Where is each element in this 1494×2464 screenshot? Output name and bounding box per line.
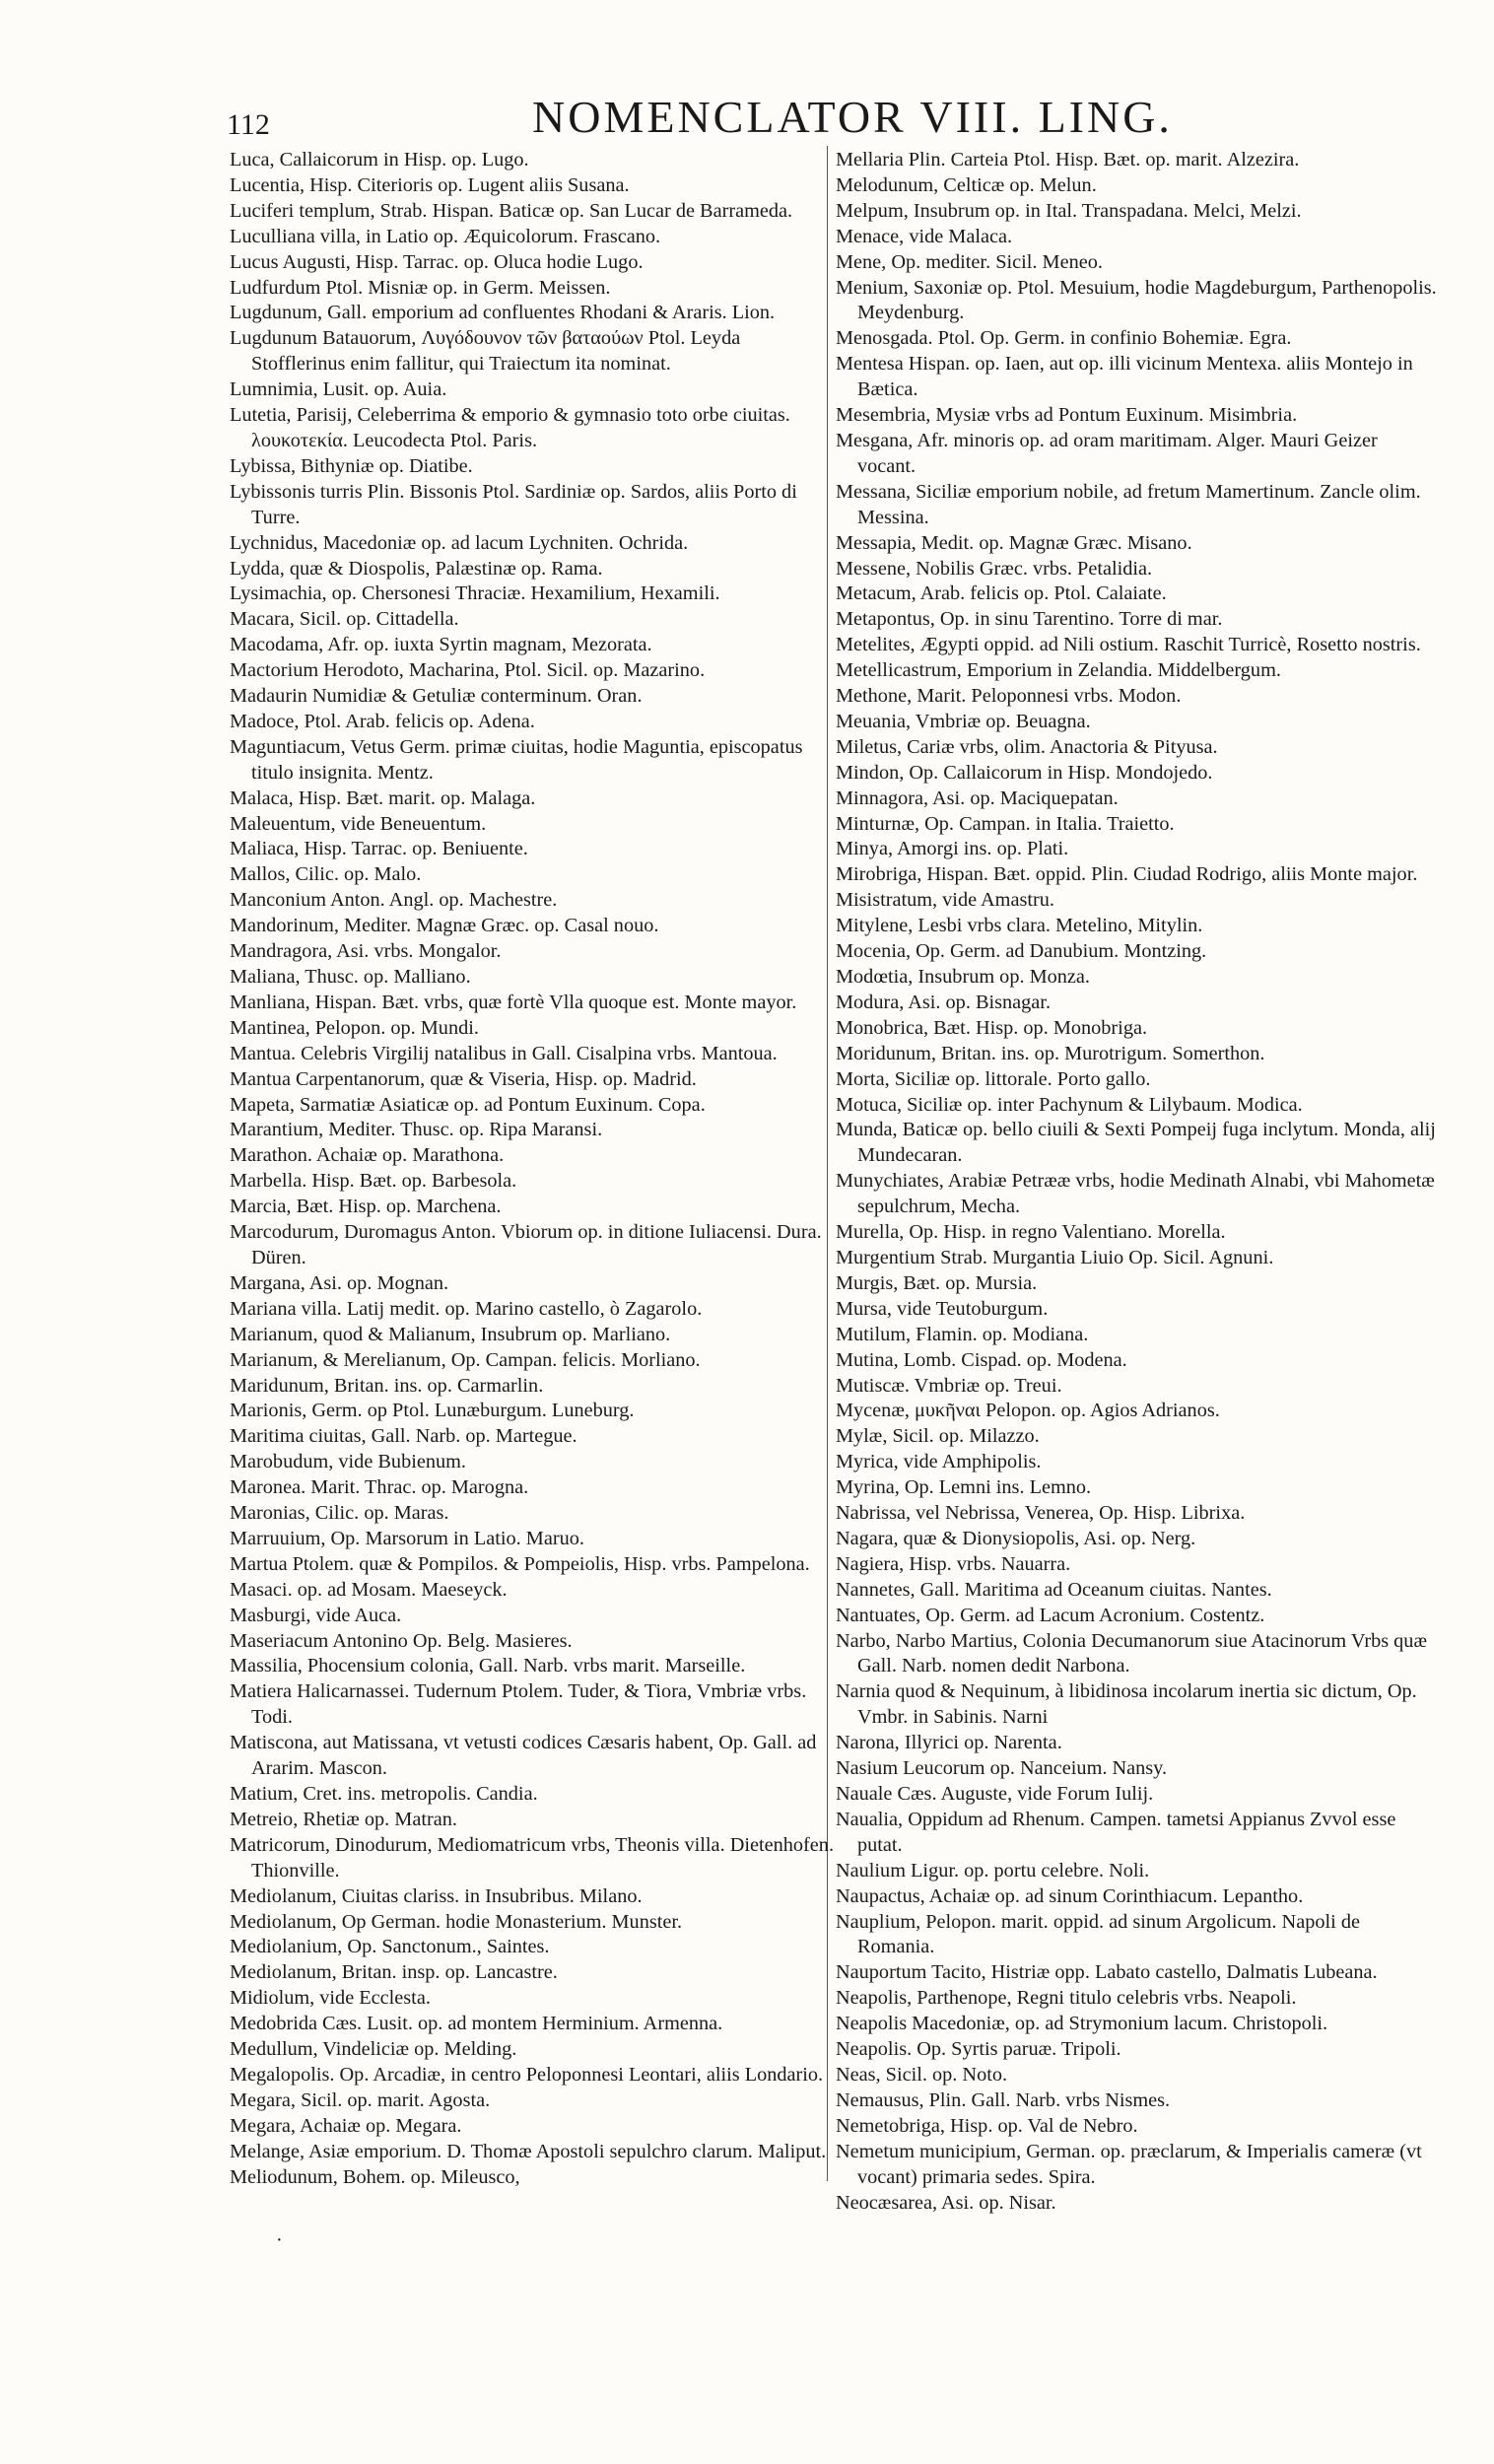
dictionary-entry: Minnagora, Asi. op. Maciquepatan. (836, 787, 1119, 809)
dictionary-entry: Naualia, Oppidum ad Rhenum. Campen. tametsi Appianus Zvvol esse putat. (836, 1808, 1396, 1856)
dictionary-entry: Macodama, Afr. op. iuxta Syrtin magnam, Mezorata. (230, 634, 652, 656)
dictionary-entry: Malaca, Hisp. Bæt. marit. op. Malaga. (230, 787, 536, 809)
dictionary-entry: Luciferi templum, Strab. Hispan. Baticæ op. San Lucar de Barrameda. (230, 199, 793, 222)
dictionary-entry: Lucus Augusti, Hisp. Tarrac. op. Oluca hodie Lugo. (230, 250, 644, 273)
dictionary-entry: Mallos, Cilic. op. Malo. (230, 863, 422, 886)
dictionary-entry: Mentesa Hispan. op. Iaen, aut op. illi vicinum Mentexa. aliis Montejo in Bætica. (836, 353, 1413, 401)
dictionary-entry: Medullum, Vindeliciæ op. Melding. (230, 2038, 517, 2061)
dictionary-entry: Mediolanum, Britan. insp. op. Lancastre. (230, 1961, 558, 1984)
dictionary-entry: Matricorum, Dinodurum, Mediomatricum vrbs, Theonis villa. Dietenhofen. Thionville. (230, 1833, 835, 1882)
dictionary-entry: Munychiates, Arabiæ Petrææ vrbs, hodie Medinath Alnabi, vbi Mahometæ sepulchrum, Mecha. (836, 1170, 1435, 1218)
dictionary-entry: Mediolanium, Op. Sanctonum., Saintes. (230, 1936, 550, 1958)
dictionary-entry: Maliana, Thusc. op. Malliano. (230, 966, 471, 988)
dictionary-entry: Marcia, Bæt. Hisp. op. Marchena. (230, 1196, 502, 1218)
dictionary-entry: Menace, vide Malaca. (836, 225, 1013, 247)
dictionary-entry: Narnia quod & Nequinum, à libidinosa incolarum inertia sic dictum, Op. Vmbr. in Sabinis. Narni (836, 1680, 1417, 1729)
dictionary-entry: Marbella. Hisp. Bæt. op. Barbesola. (230, 1170, 517, 1193)
dictionary-entry: Massilia, Phocensium colonia, Gall. Narb. vrbs marit. Marseille. (230, 1655, 746, 1677)
dictionary-entry: Miletus, Cariæ vrbs, olim. Anactoria & Pityusa. (836, 735, 1218, 758)
dictionary-entry: Manconium Anton. Angl. op. Machestre. (230, 889, 558, 912)
dictionary-entry: Myrina, Op. Lemni ins. Lemno. (836, 1476, 1092, 1499)
dictionary-entry: Mutina, Lomb. Cispad. op. Modena. (836, 1348, 1127, 1371)
dictionary-entry: Maliaca, Hisp. Tarrac. op. Beniuente. (230, 838, 528, 860)
dictionary-entry: Metacum, Arab. felicis op. Ptol. Calaiate. (836, 582, 1167, 605)
dictionary-entry: Luculliana villa, in Latio op. Æquicolorum. Frascano. (230, 225, 661, 247)
dictionary-entry: Mutilum, Flamin. op. Modiana. (836, 1323, 1089, 1345)
dictionary-entry: Nantuates, Op. Germ. ad Lacum Acronium. Costentz. (836, 1604, 1265, 1626)
dictionary-entry: Madaurin Numidiæ & Getuliæ conterminum. Oran. (230, 685, 643, 708)
dictionary-entry: Marcodurum, Duromagus Anton. Vbiorum op. in ditione Iuliacensi. Dura. Düren. (230, 1221, 822, 1268)
dictionary-entry: Manliana, Hispan. Bæt. vrbs, quæ fortè Vlla quoque est. Monte mayor. (230, 991, 797, 1013)
dictionary-entry: Modœtia, Insubrum op. Monza. (836, 966, 1090, 988)
dictionary-entry: Melange, Asiæ emporium. D. Thomæ Apostoli sepulchro clarum. Maliput. (230, 2140, 827, 2162)
dictionary-entry: Minya, Amorgi ins. op. Plati. (836, 838, 1069, 860)
dictionary-entry: Luca, Callaicorum in Hisp. op. Lugo. (230, 149, 529, 171)
dictionary-entry: Melpum, Insubrum op. in Ital. Transpadana. Melci, Melzi. (836, 199, 1302, 222)
dictionary-entry: Menium, Saxoniæ op. Ptol. Mesuium, hodie Magdeburgum, Parthenopolis. Meydenburg. (836, 276, 1437, 324)
dictionary-entry: Monobrica, Bæt. Hisp. op. Monobriga. (836, 1016, 1148, 1039)
dictionary-entry: Messene, Nobilis Græc. vrbs. Petalidia. (836, 557, 1153, 580)
dictionary-entry: Maritima ciuitas, Gall. Narb. op. Martegue. (230, 1425, 577, 1448)
dictionary-entry: Maleuentum, vide Beneuentum. (230, 812, 487, 835)
footer-mark: · (276, 2229, 283, 2251)
dictionary-entry: Lybissa, Bithyniæ op. Diatibe. (230, 454, 473, 477)
dictionary-entry: Midiolum, vide Ecclesta. (230, 1987, 431, 2010)
dictionary-entry: Marantium, Mediter. Thusc. op. Ripa Maransi. (230, 1119, 603, 1141)
dictionary-entry: Murgis, Bæt. op. Mursia. (836, 1271, 1038, 1294)
dictionary-entry: Munda, Baticæ op. bello ciuili & Sexti Pompeij fuga inclytum. Monda, alij Mundecaran. (836, 1119, 1436, 1167)
dictionary-entry: Methone, Marit. Peloponnesi vrbs. Modon. (836, 685, 1182, 708)
dictionary-entry: Nagiera, Hisp. vrbs. Nauarra. (836, 1552, 1071, 1575)
dictionary-entry: Metreio, Rhetiæ op. Matran. (230, 1808, 457, 1830)
dictionary-entry: Lydda, quæ & Diospolis, Palæstinæ op. Rama. (230, 557, 603, 580)
dictionary-entry: Metellicastrum, Emporium in Zelandia. Middelbergum. (836, 659, 1281, 682)
page-header (0, 91, 1494, 150)
dictionary-entry: Neapolis. Op. Syrtis paruæ. Tripoli. (836, 2038, 1121, 2061)
dictionary-entry: Marionis, Germ. op Ptol. Lunæburgum. Luneburg. (230, 1400, 635, 1422)
dictionary-entry: Narbo, Narbo Martius, Colonia Decumanorum siue Atacinorum Vrbs quæ Gall. Narb. nomen dedit Narbona. (836, 1629, 1427, 1677)
dictionary-entry: Morta, Siciliæ op. littorale. Porto gallo. (836, 1067, 1151, 1090)
dictionary-entry: Matiera Halicarnassei. Tudernum Ptolem. Tuder, & Tiora, Vmbriæ vrbs. Todi. (230, 1680, 807, 1729)
dictionary-entry: Metapontus, Op. in sinu Tarentino. Torre di mar. (836, 608, 1223, 631)
dictionary-entry: Mellaria Plin. Carteia Ptol. Hisp. Bæt. op. marit. Alzezira. (836, 149, 1300, 171)
dictionary-entry: Maseriacum Antonino Op. Belg. Masieres. (230, 1629, 573, 1652)
dictionary-entry: Medobrida Cæs. Lusit. op. ad montem Herminium. Armenna. (230, 2013, 723, 2035)
dictionary-entry: Mitylene, Lesbi vrbs clara. Metelino, Mitylin. (836, 915, 1203, 937)
dictionary-entry: Lutetia, Parisij, Celeberrima & emporio & gymnasio toto orbe ciuitas. λουκοτεκία. Leucodecta Ptol. Paris. (230, 404, 790, 451)
dictionary-entry: Neapolis, Parthenope, Regni titulo celebris vrbs. Neapoli. (836, 1987, 1297, 2010)
dictionary-entry: Mediolanum, Op German. hodie Monasterium. Munster. (230, 1910, 683, 1933)
dictionary-entry: Maguntiacum, Vetus Germ. primæ ciuitas, hodie Maguntia, episcopatus titulo insignita. Mentz. (230, 735, 803, 784)
dictionary-entry: Megara, Achaiæ op. Megara. (230, 2114, 462, 2137)
dictionary-entry: Neas, Sicil. op. Noto. (836, 2063, 1008, 2086)
dictionary-entry: Maronea. Marit. Thrac. op. Marogna. (230, 1476, 529, 1499)
dictionary-entry: Naupactus, Achaiæ op. ad sinum Corinthiacum. Lepantho. (836, 1884, 1304, 1907)
dictionary-entry: Nauale Cæs. Auguste, vide Forum Iulij. (836, 1783, 1154, 1805)
dictionary-entry: Narona, Illyrici op. Narenta. (836, 1732, 1062, 1754)
dictionary-entry: Nemetum municipium, German. op. præclarum, & Imperialis cameræ (vt vocant) primaria sedes. Spira. (836, 2140, 1422, 2188)
dictionary-entry: Myrica, vide Amphipolis. (836, 1451, 1042, 1473)
dictionary-entry: Madoce, Ptol. Arab. felicis op. Adena. (230, 710, 535, 732)
dictionary-entry: Mutiscæ. Vmbriæ op. Treui. (836, 1374, 1062, 1397)
dictionary-entry: Masburgi, vide Auca. (230, 1604, 402, 1626)
page-number: 112 (227, 108, 270, 141)
dictionary-entry: Murella, Op. Hisp. in regno Valentiano. Morella. (836, 1221, 1226, 1244)
dictionary-entry: Mantua. Celebris Virgilij natalibus in Gall. Cisalpina vrbs. Mantoua. (230, 1042, 778, 1064)
dictionary-entry: Naulium Ligur. op. portu celebre. Noli. (836, 1859, 1150, 1882)
dictionary-entry: Mactorium Herodoto, Macharina, Ptol. Sicil. op. Mazarino. (230, 659, 706, 682)
dictionary-entry: Lychnidus, Macedoniæ op. ad lacum Lychniten. Ochrida. (230, 531, 689, 554)
dictionary-entry: Nemetobriga, Hisp. op. Val de Nebro. (836, 2114, 1138, 2137)
dictionary-entry: Motuca, Siciliæ op. inter Pachynum & Lilybaum. Modica. (836, 1093, 1303, 1116)
dictionary-entry: Marobudum, vide Bubienum. (230, 1451, 466, 1473)
dictionary-entry: Neapolis Macedoniæ, op. ad Strymonium lacum. Christopoli. (836, 2013, 1328, 2035)
dictionary-entry: Metelites, Ægypti oppid. ad Nili ostium. Raschit Turricè, Rosetto nostris. (836, 634, 1421, 656)
dictionary-entry: Menosgada. Ptol. Op. Germ. in confinio Bohemiæ. Egra. (836, 327, 1292, 350)
dictionary-entry: Mapeta, Sarmatiæ Asiaticæ op. ad Pontum Euxinum. Copa. (230, 1093, 706, 1116)
dictionary-entry: Mene, Op. mediter. Sicil. Meneo. (836, 250, 1103, 273)
dictionary-entry: Lumnimia, Lusit. op. Auia. (230, 378, 447, 401)
dictionary-entry: Martua Ptolem. quæ & Pompilos. & Pompeiolis, Hisp. vrbs. Pampelona. (230, 1552, 810, 1575)
dictionary-entry: Misistratum, vide Amastru. (836, 889, 1054, 912)
dictionary-entry: Nannetes, Gall. Maritima ad Oceanum ciuitas. Nantes. (836, 1578, 1272, 1601)
dictionary-entry: Modura, Asi. op. Bisnagar. (836, 991, 1052, 1013)
dictionary-entry: Margana, Asi. op. Mognan. (230, 1271, 449, 1294)
dictionary-entry: Megalopolis. Op. Arcadiæ, in centro Peloponnesi Leontari, aliis Londario. (230, 2063, 824, 2086)
dictionary-entry: Mylæ, Sicil. op. Milazzo. (836, 1425, 1040, 1448)
dictionary-entry: Messapia, Medit. op. Magnæ Græc. Misano. (836, 531, 1192, 554)
dictionary-entry: Meuania, Vmbriæ op. Beuagna. (836, 710, 1091, 732)
dictionary-entry: Megara, Sicil. op. marit. Agosta. (230, 2088, 491, 2111)
dictionary-entry: Lugdunum Batauorum, Λυγόδουνον τῶν βαταούων Ptol. Leyda Stofflerinus enim fallitur, qui Traiectum ita nominat. (230, 327, 741, 376)
dictionary-entry: Nauportum Tacito, Histriæ opp. Labato castello, Dalmatis Lubeana. (836, 1961, 1378, 1984)
dictionary-entry: Lybissonis turris Plin. Bissonis Ptol. Sardiniæ op. Sardos, aliis Porto di Turre. (230, 480, 797, 528)
dictionary-entry: Meliodunum, Bohem. op. Mileusco, (230, 2165, 520, 2188)
dictionary-entry: Minturnæ, Op. Campan. in Italia. Traietto. (836, 812, 1175, 835)
dictionary-entry: Mycenæ, μυκῆναι Pelopon. op. Agios Adrianos. (836, 1400, 1220, 1422)
dictionary-entry: Matium, Cret. ins. metropolis. Candia. (230, 1783, 538, 1805)
dictionary-entry: Marruuium, Op. Marsorum in Latio. Maruo. (230, 1527, 584, 1549)
dictionary-entry: Mariana villa. Latij medit. op. Marino castello, ò Zagarolo. (230, 1297, 703, 1320)
running-title: NOMENCLATOR VIII. LING. (532, 92, 1173, 142)
dictionary-entry: Macara, Sicil. op. Cittadella. (230, 608, 459, 631)
dictionary-entry: Messana, Siciliæ emporium nobile, ad fretum Mamertinum. Zancle olim. Messina. (836, 480, 1421, 528)
dictionary-entry: Mandragora, Asi. vrbs. Mongalor. (230, 940, 502, 963)
dictionary-entry: Mesgana, Afr. minoris op. ad oram maritimam. Alger. Mauri Geizer vocant. (836, 429, 1378, 477)
dictionary-entry: Maronias, Cilic. op. Maras. (230, 1502, 449, 1525)
left-column (230, 148, 836, 2191)
dictionary-entry: Marianum, quod & Malianum, Insubrum op. Marliano. (230, 1323, 671, 1345)
dictionary-entry: Mocenia, Op. Germ. ad Danubium. Montzing. (836, 940, 1207, 963)
dictionary-entry: Mandorinum, Mediter. Magnæ Græc. op. Casal nouo. (230, 915, 659, 937)
dictionary-entry: Mirobriga, Hispan. Bæt. oppid. Plin. Ciudad Rodrigo, aliis Monte major. (836, 863, 1418, 886)
dictionary-entry: Mediolanum, Ciuitas clariss. in Insubribus. Milano. (230, 1884, 643, 1907)
dictionary-entry: Mantua Carpentanorum, quæ & Viseria, Hisp. op. Madrid. (230, 1067, 697, 1090)
dictionary-entry: Moridunum, Britan. ins. op. Murotrigum. Somerthon. (836, 1042, 1265, 1064)
dictionary-entry: Nabrissa, vel Nebrissa, Venerea, Op. Hisp. Librixa. (836, 1502, 1246, 1525)
dictionary-entry: Mesembria, Mysiæ vrbs ad Pontum Euxinum. Misimbria. (836, 404, 1298, 427)
dictionary-entry: Lugdunum, Gall. emporium ad confluentes Rhodani & Araris. Lion. (230, 302, 776, 324)
dictionary-entry: Marathon. Achaiæ op. Marathona. (230, 1144, 505, 1167)
dictionary-entry: Lucentia, Hisp. Citerioris op. Lugent aliis Susana. (230, 173, 630, 196)
dictionary-entry: Neocæsarea, Asi. op. Nisar. (836, 2191, 1056, 2214)
dictionary-entry: Maridunum, Britan. ins. op. Carmarlin. (230, 1374, 544, 1397)
dictionary-entry: Murgentium Strab. Murgantia Liuio Op. Sicil. Agnuni. (836, 1246, 1274, 1268)
dictionary-entry: Mindon, Op. Callaicorum in Hisp. Mondojedo. (836, 761, 1213, 784)
dictionary-entry: Nagara, quæ & Dionysiopolis, Asi. op. Nerg. (836, 1527, 1196, 1549)
dictionary-entry: Marianum, & Merelianum, Op. Campan. felicis. Morliano. (230, 1348, 701, 1371)
dictionary-entry: Ludfurdum Ptol. Misniæ op. in Germ. Meissen. (230, 276, 611, 299)
dictionary-entry: Nasium Leucorum op. Nanceium. Nansy. (836, 1757, 1168, 1780)
dictionary-entry: Melodunum, Celticæ op. Melun. (836, 173, 1097, 196)
dictionary-entry: Matiscona, aut Matissana, vt vetusti codices Cæsaris habent, Op. Gall. ad Ararim. Mascon. (230, 1732, 817, 1780)
dictionary-entry: Nemausus, Plin. Gall. Narb. vrbs Nismes. (836, 2088, 1171, 2111)
dictionary-entry: Masaci. op. ad Mosam. Maeseyck. (230, 1578, 508, 1601)
right-column (836, 148, 1437, 2216)
dictionary-entry: Mursa, vide Teutoburgum. (836, 1297, 1049, 1320)
dictionary-entry: Mantinea, Pelopon. op. Mundi. (230, 1016, 479, 1039)
dictionary-entry: Lysimachia, op. Chersonesi Thraciæ. Hexamilium, Hexamili. (230, 582, 720, 605)
dictionary-entry: Nauplium, Pelopon. marit. oppid. ad sinum Argolicum. Napoli de Romania. (836, 1910, 1360, 1958)
